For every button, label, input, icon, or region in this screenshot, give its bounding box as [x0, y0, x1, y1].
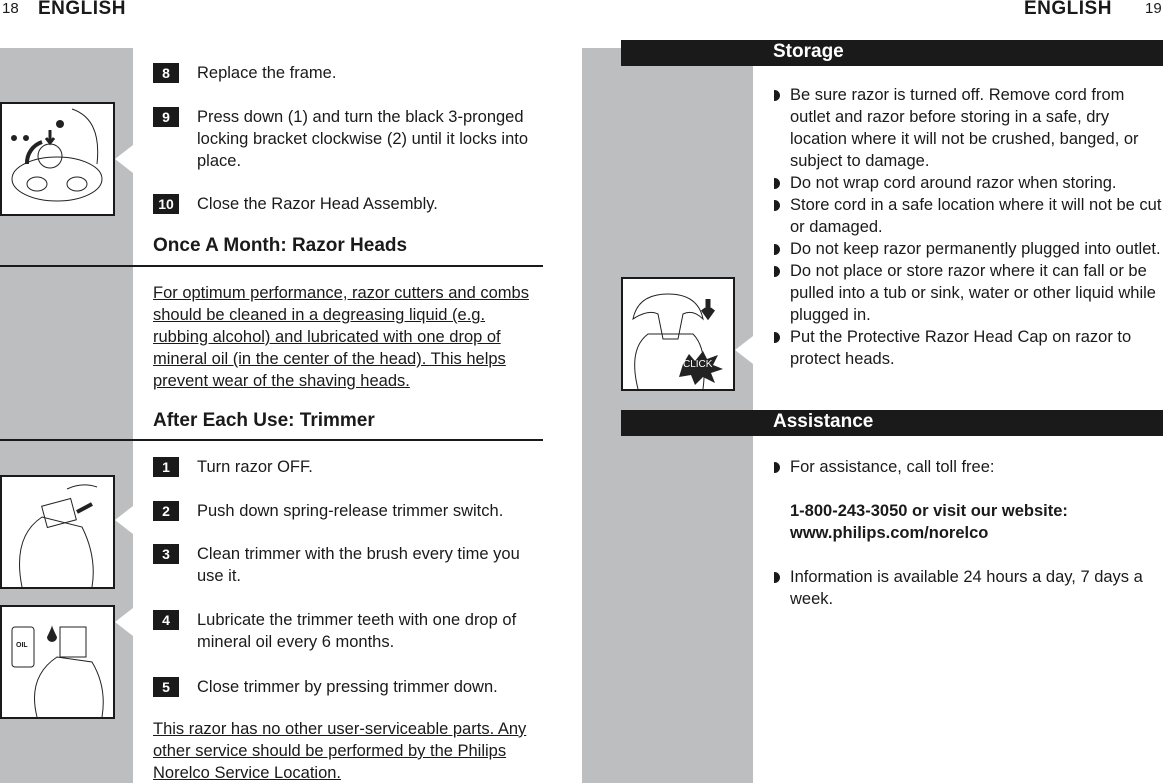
oil-label: OIL [16, 642, 28, 649]
section-bar-assistance: Assistance [621, 410, 1163, 436]
step-text: Push down spring-release trimmer switch. [197, 502, 504, 520]
step-text: Lubricate the trimmer teeth with one drop of mineral oil every 6 months. [197, 611, 517, 651]
list-item: Do not keep razor permanently plugged into outlet. [773, 238, 1163, 260]
heading-once-a-month: Once A Month: Razor Heads [153, 235, 408, 256]
service-note: This razor has no other user-serviceable parts. Any other service should be performed by the Philips Norelco Service Location. [153, 720, 527, 782]
assistance-list [773, 456, 1163, 478]
list-item: Information is available 24 hours a day, 7 days a week. [773, 566, 1163, 610]
callout-pointer [115, 608, 133, 636]
step-text: Clean trimmer with the brush every time you use it. [197, 545, 520, 585]
step-9 [153, 106, 543, 172]
callout-pointer [115, 506, 133, 534]
heading-trimmer: After Each Use: Trimmer [153, 410, 375, 431]
razor-heads-note: For optimum performance, razor cutters and combs should be cleaned in a degreasing liquid (e.g. rubbing alcohol) and lubricated with one drop of mineral oil (in the center of the head). This helps prevent wear of the shaving heads. [153, 284, 529, 390]
divider [0, 265, 543, 267]
illustration-protective-cap [621, 277, 735, 391]
step-text: Press down (1) and turn the black 3-pronged locking bracket clockwise (2) until it locks into place. [197, 108, 529, 170]
illustration-trimmer-switch [0, 475, 115, 589]
list-item: For assistance, call toll free: [773, 456, 1163, 478]
step-4 [153, 609, 523, 653]
step-5 [153, 676, 553, 698]
step-8 [153, 62, 543, 84]
illustration-oil-trimmer [0, 605, 115, 719]
click-label: CLICK [683, 359, 713, 370]
page-header-right: ENGLISH [1024, 0, 1112, 19]
list-item: Do not wrap cord around razor when storing. [773, 172, 1163, 194]
step-number: 10 [153, 194, 179, 214]
callout-pointer [735, 336, 753, 364]
page-number-left: 18 [2, 0, 19, 17]
step-text: Turn razor OFF. [197, 458, 313, 476]
list-item: Be sure razor is turned off. Remove cord from outlet and razor before storing in a safe, dry location where it will not be crushed, banged, or subject to damage. [773, 84, 1163, 172]
step-3 [153, 543, 543, 587]
step-number: 1 [153, 457, 179, 477]
step-text: Close trimmer by pressing trimmer down. [197, 678, 498, 696]
step-number: 9 [153, 107, 179, 127]
storage-list [773, 84, 1163, 370]
step-text: Close the Razor Head Assembly. [197, 195, 438, 213]
step-text: Replace the frame. [197, 64, 337, 82]
illustration-locking-bracket [0, 102, 115, 216]
list-item: Put the Protective Razor Head Cap on razor to protect heads. [773, 326, 1163, 370]
page-number-right: 19 [1145, 0, 1162, 17]
list-item: Store cord in a safe location where it will not be cut or damaged. [773, 194, 1163, 238]
divider [0, 439, 543, 441]
callout-pointer [115, 145, 133, 173]
step-number: 3 [153, 544, 179, 564]
list-item: Do not place or store razor where it can fall or be pulled into a tub or sink, water or other liquid while plugged in. [773, 260, 1163, 326]
step-number: 4 [153, 610, 179, 630]
assistance-list-2 [773, 566, 1163, 610]
section-bar-storage: Storage [621, 40, 1163, 66]
step-number: 5 [153, 677, 179, 697]
step-1 [153, 456, 543, 478]
step-10 [153, 193, 543, 215]
assistance-phone-website: 1-800-243-3050 or visit our website: www.philips.com/norelco [790, 502, 1068, 542]
page-header-left: ENGLISH [38, 0, 126, 19]
step-number: 8 [153, 63, 179, 83]
step-number: 2 [153, 501, 179, 521]
step-2 [153, 500, 553, 522]
